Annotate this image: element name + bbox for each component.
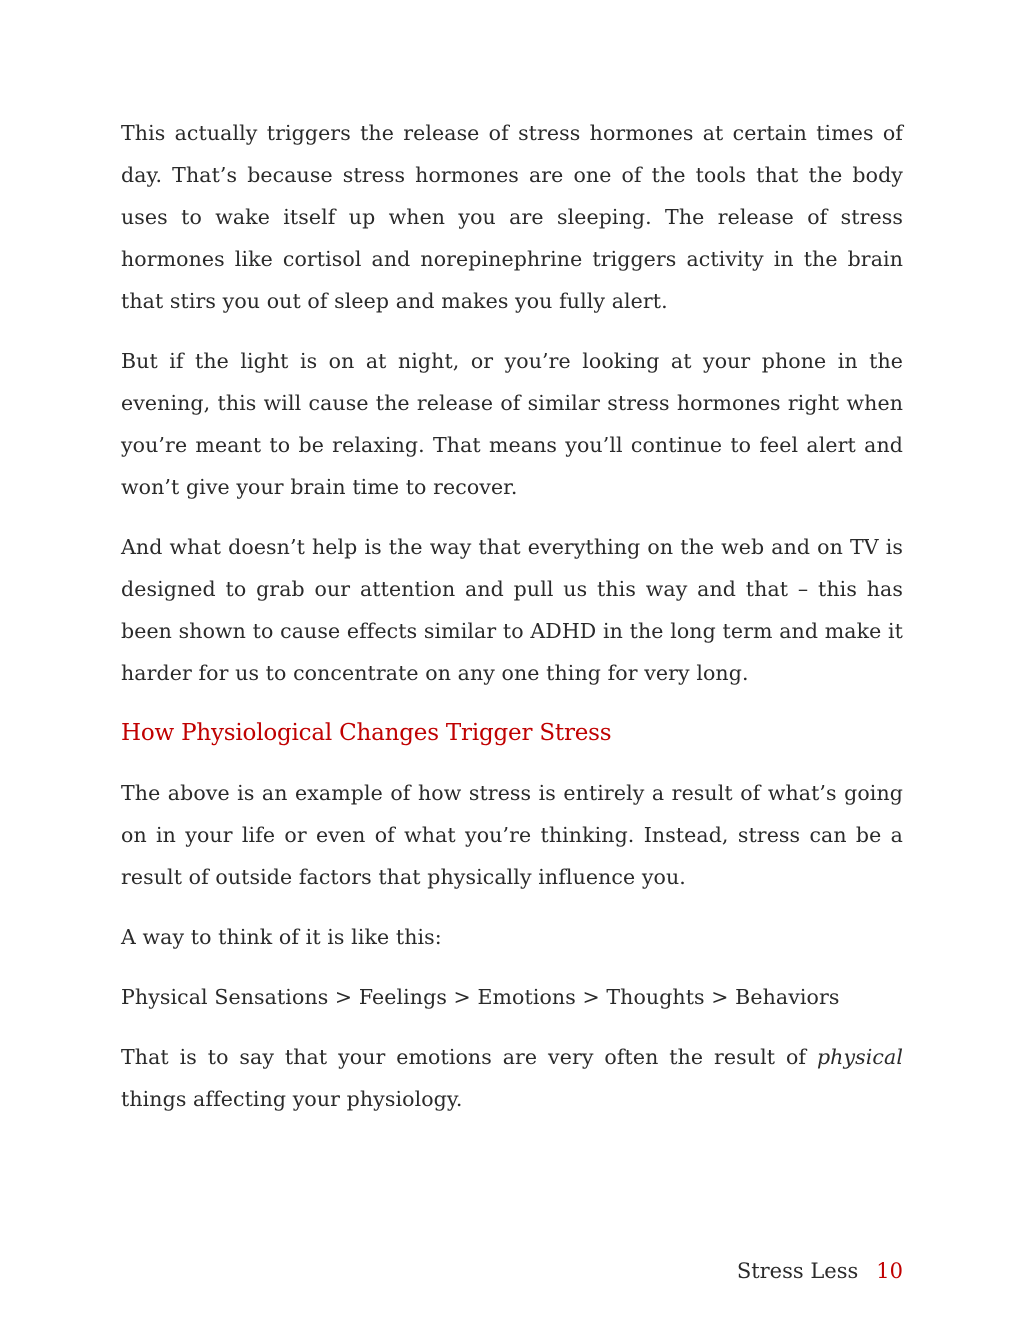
section-heading: How Physiological Changes Trigger Stress	[121, 720, 612, 746]
paragraph-outside-factors: The above is an example of how stress is entirely a result of what’s going on in your life or even of what you’re thinking. Instead, stress can be a result of outside factors that physically influence you.	[121, 781, 903, 889]
paragraph-way-to-think: A way to think of it is like this:	[121, 925, 442, 949]
page-footer	[737, 1253, 903, 1289]
paragraph-night-light: But if the light is on at night, or you’re looking at your phone in the evening, this will cause the release of similar stress hormones right when you’re meant to be relaxing. That means you’ll continue to feel alert and won’t give your brain time to recover.	[121, 349, 903, 499]
footer-book-title: Stress Less	[736, 1259, 859, 1283]
paragraph-physiology	[121, 1036, 903, 1120]
paragraph-sequence: Physical Sensations > Feelings > Emotions > Thoughts > Behaviors	[121, 985, 840, 1009]
physiology-text-before: That is to say that your emotions are very often the result of	[121, 1045, 817, 1069]
physiology-text-after: things affecting your physiology.	[121, 1087, 463, 1111]
physiology-emphasis: physical	[816, 1045, 903, 1069]
paragraph-cortisol: This actually triggers the release of stress hormones at certain times of day. That’s because stress hormones are one of the tools that the body uses to wake itself up when you are sleeping. The release of stress hormones like cortisol and norepinephrine triggers activity in the brain that stirs you out of sleep and makes you fully alert.	[121, 121, 903, 313]
footer-page-number: 10	[876, 1259, 903, 1283]
page-body	[121, 112, 903, 1138]
paragraph-attention: And what doesn’t help is the way that everything on the web and on TV is designed to grab our attention and pull us this way and that – this has been shown to cause effects similar to ADHD in the long term and make it harder for us to concentrate on any one thing for very long.	[121, 535, 903, 685]
